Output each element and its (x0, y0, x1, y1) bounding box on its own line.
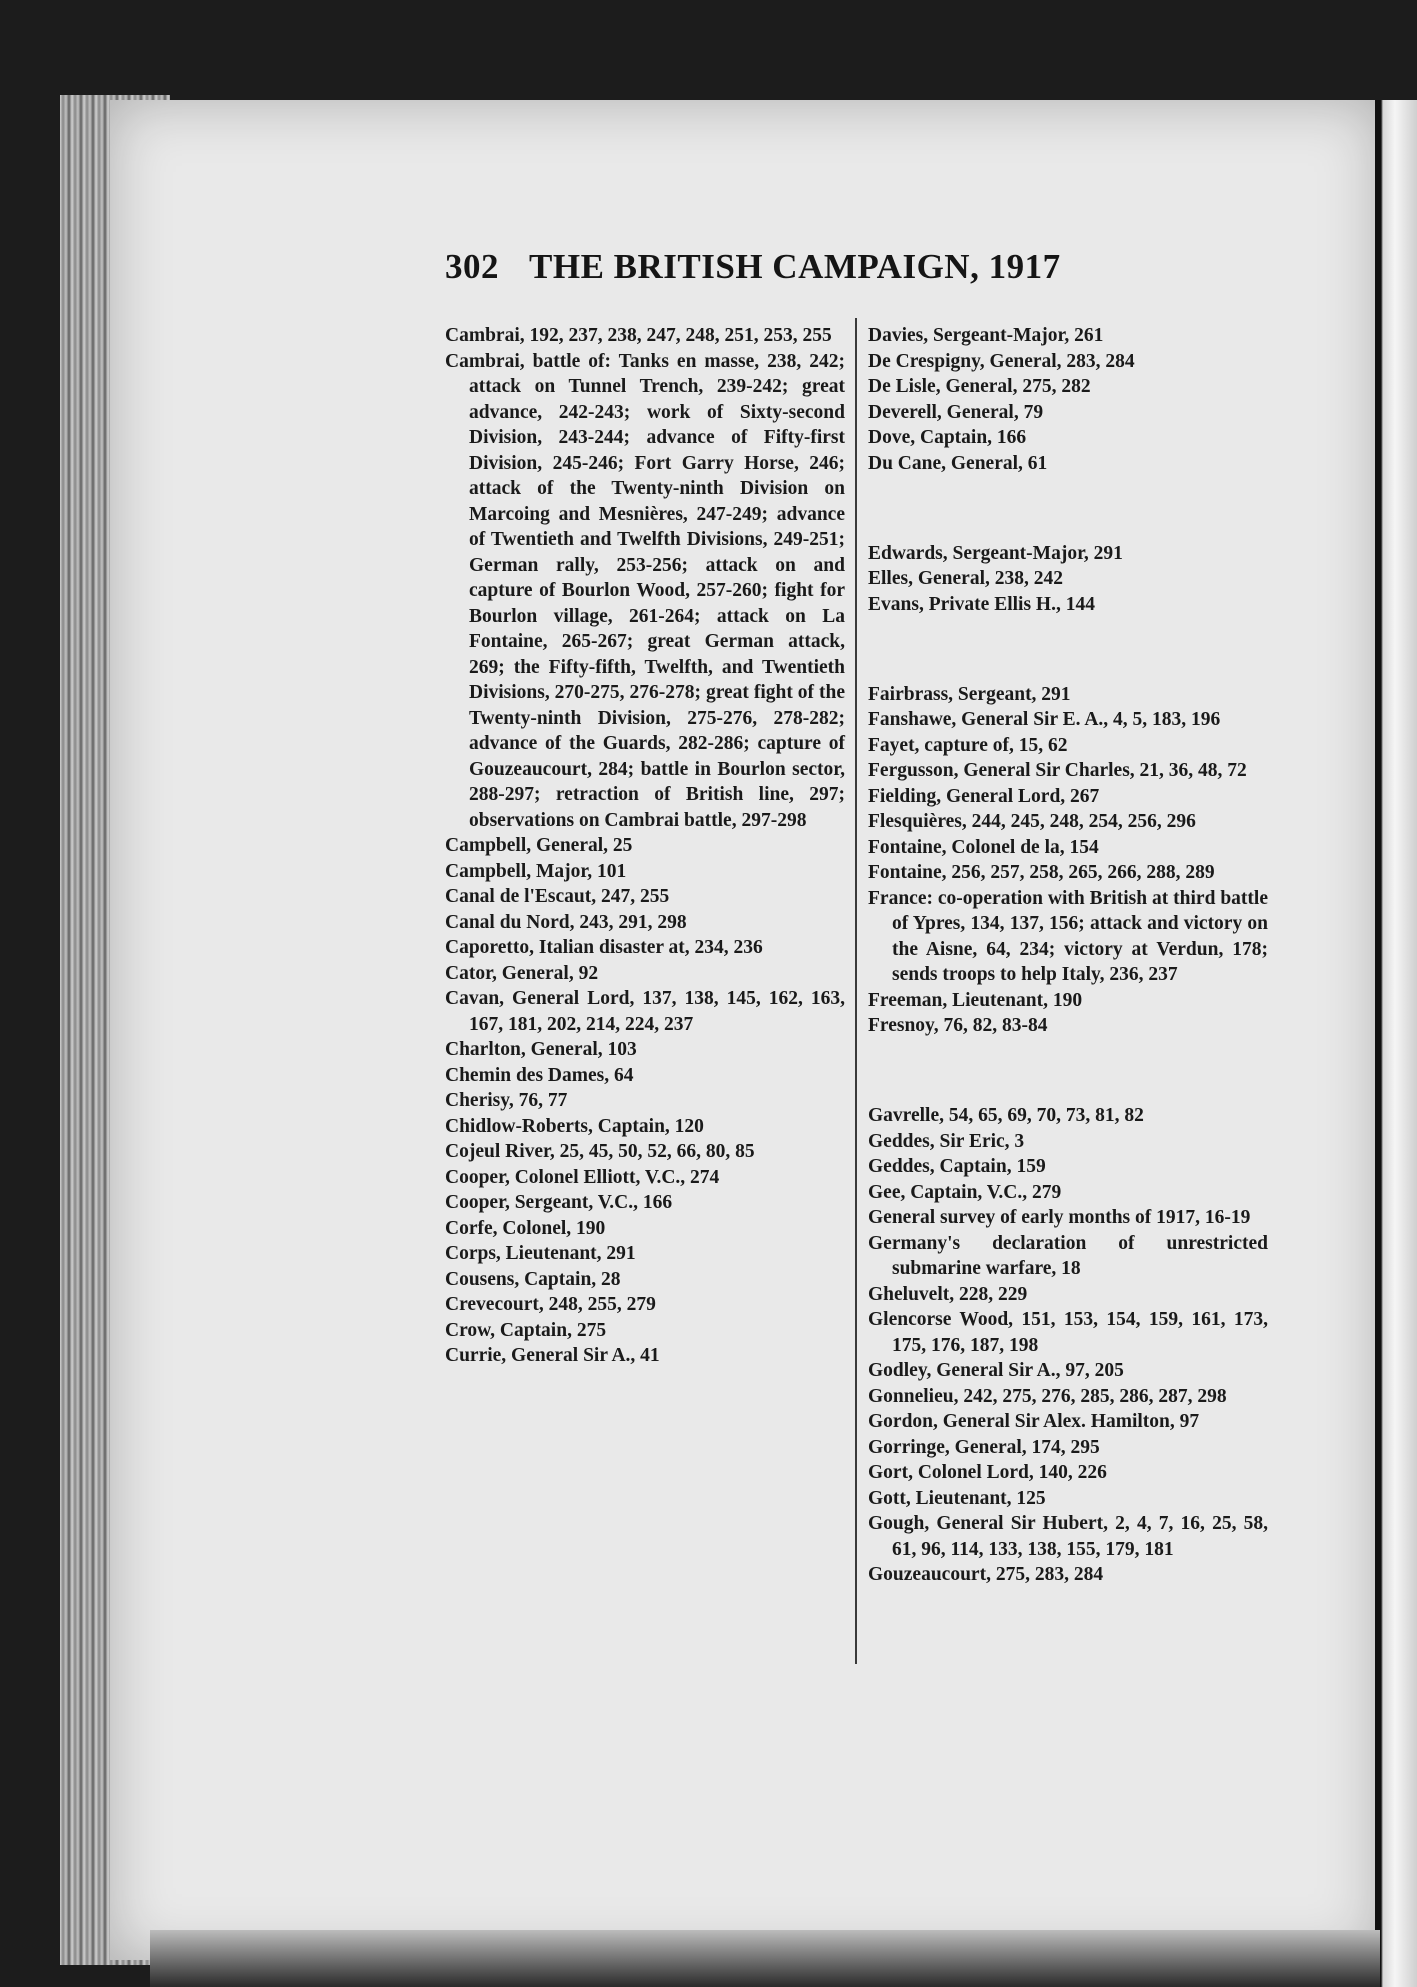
index-entry: Gonnelieu, 242, 275, 276, 285, 286, 287, 298 (868, 1385, 1227, 1407)
book-spine-edge (1375, 100, 1417, 1987)
index-entry: Fairbrass, Sergeant, 291 (868, 683, 1071, 705)
index-entry: Cooper, Colonel Elliott, V.C., 274 (445, 1166, 720, 1188)
index-entry: Cambrai, battle of: Tanks en masse, 238, 242; attack on Tunnel Trench, 239-242; great advance, 242-243; work of Sixty-second Division, 243-244; advance of Fifty-first Division, 245-246; Fort Garry Horse, 246; attack of the Twenty-ninth Division on Marcoing and Mesnières, 247-249; advance of Twentieth and Twelfth Divisions, 249-251; German rally, 253-256; attack on and capture of Bourlon Wood, 257-260; fight for Bourlon village, 261-264; attack on La Fontaine, 265-267; great German attack, 269; the Fifty-fifth, Twelfth, and Twentieth Divisions, 270-275, 276-278; great fight of the Twenty-ninth Division, 275-276, 278-282; advance of the Guards, 282-286; capture of Gouzeaucourt, 284; battle in Bourlon sector, 288-297; retraction of British line, 297; observations on Cambrai battle, 297-298 (445, 350, 845, 831)
index-entry: Gheluvelt, 228, 229 (868, 1283, 1028, 1305)
index-entry: France: co-operation with British at third battle of Ypres, 134, 137, 156; attack and victory on the Aisne, 64, 234; victory at Verdun, 178; sends troops to help Italy, 236, 237 (868, 887, 1268, 985)
index-entry: Gee, Captain, V.C., 279 (868, 1181, 1062, 1203)
index-entry: Edwards, Sergeant-Major, 291 (868, 542, 1123, 564)
index-entry: Gough, General Sir Hubert, 2, 4, 7, 16, 25, 58, 61, 96, 114, 133, 138, 155, 179, 181 (868, 1513, 1268, 1560)
index-entry: Gort, Colonel Lord, 140, 226 (868, 1462, 1107, 1483)
bottom-shadow (150, 1930, 1380, 1987)
index-entry: De Lisle, General, 275, 282 (868, 376, 1091, 397)
section-gap (868, 496, 1268, 522)
index-entry: Currie, General Sir A., 41 (445, 1345, 660, 1366)
index-entry: Chidlow-Roberts, Captain, 120 (445, 1115, 704, 1137)
index-entry: Dove, Captain, 166 (868, 427, 1027, 448)
index-entry: Fontaine, 256, 257, 258, 265, 266, 288, 289 (868, 862, 1215, 883)
index-entry: Du Cane, General, 61 (868, 452, 1048, 474)
index-entry: Canal du Nord, 243, 291, 298 (445, 911, 687, 933)
index-entry: Davies, Sergeant-Major, 261 (868, 325, 1104, 346)
index-entry: Elles, General, 238, 242 (868, 568, 1063, 589)
index-entry: Cousens, Captain, 28 (445, 1268, 621, 1290)
page-title: THE BRITISH CAMPAIGN, 1917 (529, 247, 1061, 286)
page-number: 302 (445, 247, 499, 286)
index-entry: General survey of early months of 1917, 16-19 (868, 1207, 1251, 1228)
index-entry: Gorringe, General, 174, 295 (868, 1436, 1100, 1458)
index-entry: Flesquières, 244, 245, 248, 254, 256, 296 (868, 811, 1196, 832)
index-entry: Corfe, Colonel, 190 (445, 1217, 606, 1239)
index-entry: Cambrai, 192, 237, 238, 247, 248, 251, 253, 255 (445, 325, 832, 346)
index-entry: De Crespigny, General, 283, 284 (868, 350, 1135, 372)
index-entry: Fayet, capture of, 15, 62 (868, 734, 1068, 756)
index-entry: Chemin des Dames, 64 (445, 1064, 634, 1086)
index-entry: Deverell, General, 79 (868, 401, 1044, 423)
index-entry: Glencorse Wood, 151, 153, 154, 159, 161, 173, 175, 176, 187, 198 (868, 1309, 1268, 1356)
index-entry: Gavrelle, 54, 65, 69, 70, 73, 81, 82 (868, 1105, 1144, 1126)
index-entry: Cherisy, 76, 77 (445, 1090, 568, 1111)
index-entry: Corps, Lieutenant, 291 (445, 1243, 636, 1264)
index-entry: Fresnoy, 76, 82, 83-84 (868, 1015, 1048, 1036)
index-entry: Cavan, General Lord, 137, 138, 145, 162, 163, 167, 181, 202, 214, 224, 237 (445, 988, 845, 1035)
index-entry: Campbell, General, 25 (445, 835, 633, 856)
index-entry: Gouzeaucourt, 275, 283, 284 (868, 1564, 1104, 1585)
index-entry: Freeman, Lieutenant, 190 (868, 989, 1083, 1011)
index-column-left (445, 323, 845, 1369)
index-entry: Fanshawe, General Sir E. A., 4, 5, 183, 196 (868, 709, 1221, 730)
index-entry: Geddes, Captain, 159 (868, 1156, 1046, 1177)
section-gap (868, 637, 1268, 663)
index-entry: Crevecourt, 248, 255, 279 (445, 1294, 656, 1315)
index-entry: Fontaine, Colonel de la, 154 (868, 836, 1099, 858)
index-entry: Gordon, General Sir Alex. Hamilton, 97 (868, 1411, 1200, 1432)
column-divider (855, 318, 857, 1664)
index-entry: Crow, Captain, 275 (445, 1319, 607, 1341)
index-entry: Geddes, Sir Eric, 3 (868, 1130, 1025, 1152)
index-entry: Godley, General Sir A., 97, 205 (868, 1360, 1124, 1381)
index-entry: Cator, General, 92 (445, 962, 599, 984)
index-entry: Fergusson, General Sir Charles, 21, 36, 48, 72 (868, 760, 1247, 781)
section-gap (868, 1058, 1268, 1084)
index-entry: Canal de l'Escaut, 247, 255 (445, 886, 670, 907)
index-entry: Fielding, General Lord, 267 (868, 785, 1100, 807)
running-header (445, 247, 1125, 297)
index-entry: Cooper, Sergeant, V.C., 166 (445, 1192, 673, 1213)
index-entry: Charlton, General, 103 (445, 1039, 637, 1060)
index-entry: Gott, Lieutenant, 125 (868, 1487, 1046, 1509)
index-entry: Germany's declaration of unrestricted submarine warfare, 18 (868, 1232, 1268, 1279)
index-entry: Campbell, Major, 101 (445, 860, 627, 882)
index-column-right (868, 323, 1268, 1588)
index-entry: Caporetto, Italian disaster at, 234, 236 (445, 937, 763, 958)
index-entry: Cojeul River, 25, 45, 50, 52, 66, 80, 85 (445, 1141, 755, 1162)
index-entry: Evans, Private Ellis H., 144 (868, 593, 1095, 615)
